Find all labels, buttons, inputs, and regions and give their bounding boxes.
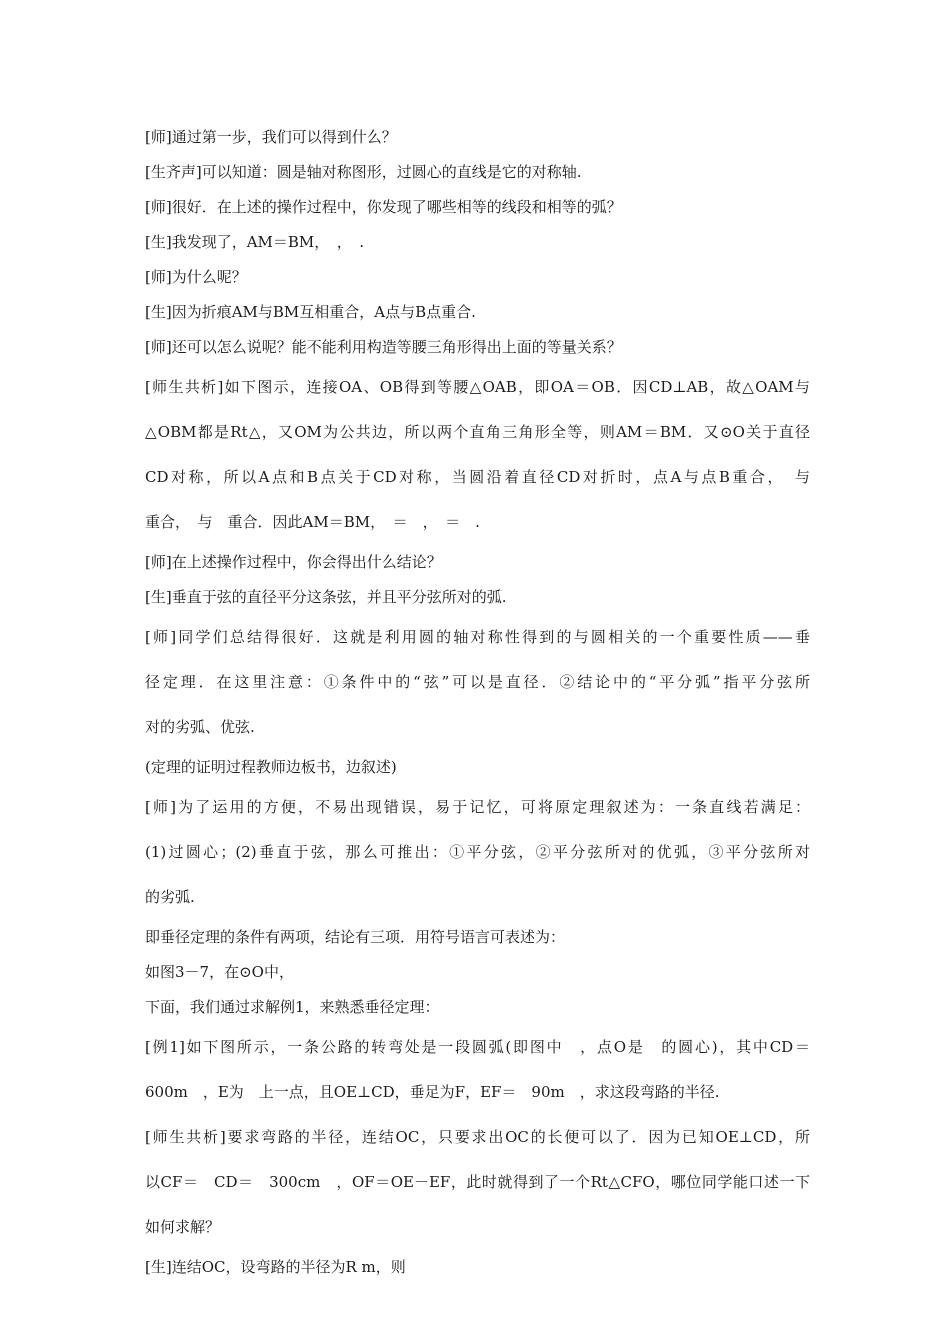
text-line: [师]还可以怎么说呢？能不能利用构造等腰三角形得出上面的等量关系？: [145, 338, 622, 356]
text-line: [生]连结OC，设弯路的半径为R m，则: [145, 1258, 406, 1276]
text-line: [师]通过第一步，我们可以得到什么？: [145, 128, 397, 146]
text-line: [师]很好．在上述的操作过程中，你发现了哪些相等的线段和相等的弧？: [145, 198, 622, 216]
text-line: 以CF＝ CD＝ 300cm ，OF＝OE－EF，此时就得到了一个Rt△CFO，哪位同学能口述一下: [145, 1173, 810, 1191]
text-line: 下面，我们通过求解例1，来熟悉垂径定理：: [145, 998, 440, 1016]
text-line: 重合， 与 重合．因此AM＝BM， ＝ ， ＝ .: [145, 513, 480, 531]
text-line: [生]垂直于弦的直径平分这条弦，并且平分弦所对的弧.: [145, 588, 507, 606]
text-line: CD对称，所以A点和B点关于CD对称，当圆沿着直径CD对折时，点A与点B重合， 与: [145, 468, 810, 486]
text-line: 如何求解？: [145, 1218, 221, 1236]
text-line: [师生共析]要求弯路的半径，连结OC，只要求出OC的长便可以了．因为已知OE⊥CD，所: [145, 1128, 810, 1146]
text-line: 对的劣弧、优弦.: [145, 718, 255, 736]
text-line: [生]我发现了，AM＝BM， ， .: [145, 233, 365, 251]
text-line: [师]为了运用的方便，不易出现错误，易于记忆，可将原定理叙述为：一条直线若满足：: [145, 798, 810, 816]
text-line: [师]同学们总结得很好．这就是利用圆的轴对称性得到的与圆相关的一个重要性质——垂: [145, 628, 810, 646]
text-line: [师生共析]如下图示，连接OA、OB得到等腰△OAB，即OA＝OB．因CD⊥AB，故△OAM与: [145, 378, 810, 396]
text-line: 的劣弧.: [145, 888, 195, 906]
text-line: [师]在上述操作过程中，你会得出什么结论？: [145, 553, 442, 571]
text-line: [例1]如下图所示，一条公路的转弯处是一段圆弧(即图中 ，点O是 的圆心)，其中CD＝: [145, 1038, 810, 1056]
text-line: 即垂径定理的条件有两项，结论有三项．用符号语言可表述为：: [145, 928, 566, 946]
document-body: [145, 120, 810, 1285]
text-line: △OBM都是Rt△，又OM为公共边，所以两个直角三角形全等，则AM＝BM．又⊙O关于直径: [145, 423, 810, 441]
text-line: 径定理．在这里注意：①条件中的“弦”可以是直径．②结论中的“平分弧”指平分弦所: [145, 673, 810, 691]
text-line: (定理的证明过程教师边板书，边叙述): [145, 758, 397, 776]
text-line: 600m ，E为 上一点，且OE⊥CD，垂足为F，EF＝ 90m ，求这段弯路的半径.: [145, 1083, 720, 1101]
text-line: [生齐声]可以知道：圆是轴对称图形，过圆心的直线是它的对称轴.: [145, 163, 582, 181]
text-line: 如图3－7，在⊙O中，: [145, 963, 294, 981]
text-line: [生]因为折痕AM与BM互相重合，A点与B点重合.: [145, 303, 476, 321]
text-line: [师]为什么呢？: [145, 268, 247, 286]
text-line: (1)过圆心；(2)垂直于弦，那么可推出：①平分弦，②平分弦所对的优弧，③平分弦所对: [145, 843, 810, 861]
